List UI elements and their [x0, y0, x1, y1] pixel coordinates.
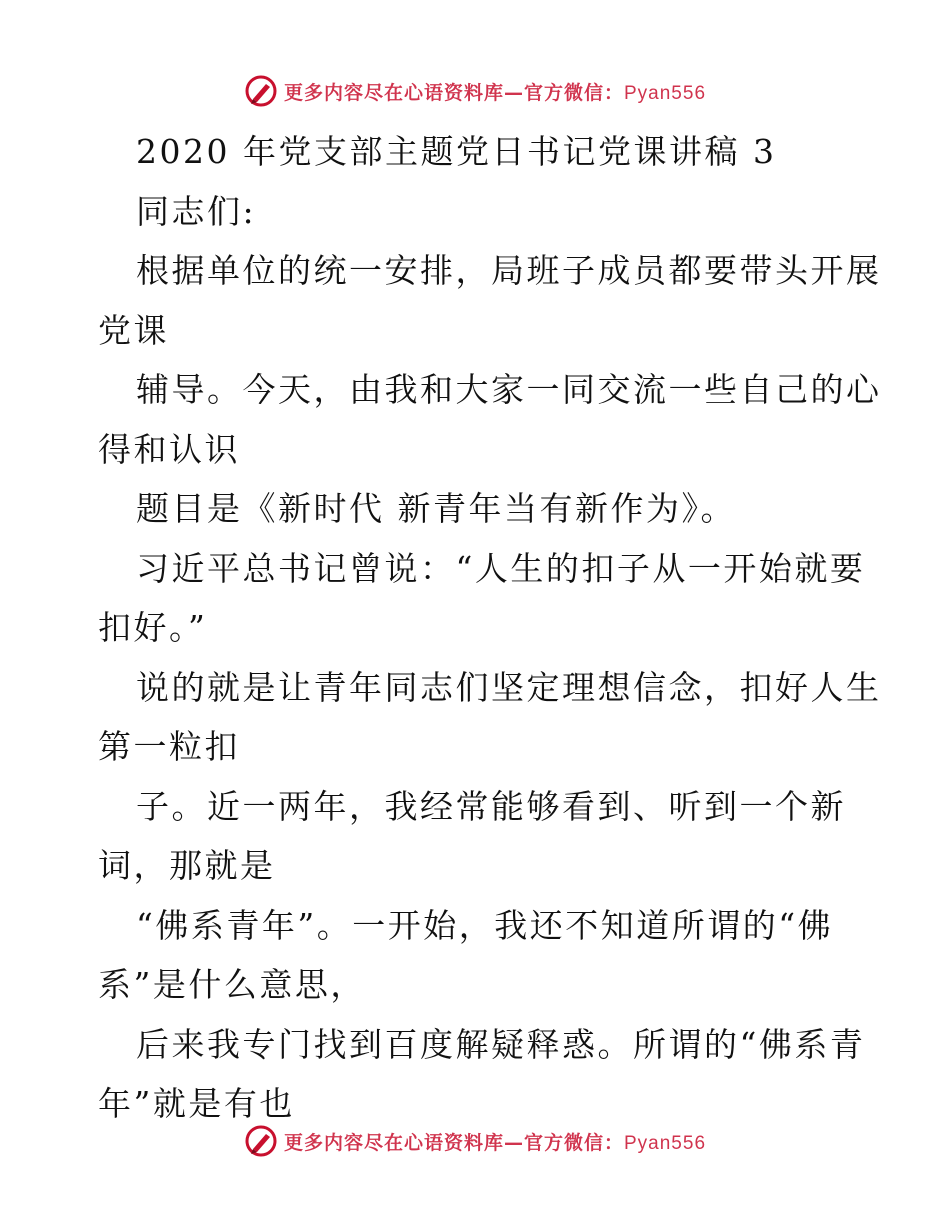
paragraph-line: 系”是什么意思，: [98, 965, 366, 1004]
paragraph-line: 党课: [98, 310, 169, 350]
paragraph-line: 题目是《新时代 新青年当有新作为》。: [136, 489, 736, 528]
paragraph-line: 习近平总书记曾说：“人生的扣子从一开始就要: [136, 548, 866, 588]
paragraph-line: 年”就是有也: [98, 1084, 295, 1123]
paragraph-line: 子。近一两年，我经常能够看到、听到一个新: [136, 786, 846, 826]
pen-logo-icon: [244, 74, 278, 108]
watermark-text: 更多内容尽在心语资料库—官方微信：Pyan556: [283, 81, 707, 104]
watermark-header: [0, 74, 950, 108]
salutation: 同志们:: [136, 191, 257, 231]
paragraph-line: 根据单位的统一安排，局班子成员都要带头开展: [136, 251, 882, 290]
document-title: 2020 年党支部主题党日书记党课讲稿 3: [136, 132, 777, 171]
paragraph-line: “佛系青年”。一开始，我还不知道所谓的“佛: [136, 905, 834, 945]
paragraph-line: 辅导。今天，由我和大家一同交流一些自己的心: [136, 370, 882, 409]
paragraph-line: 得和认识: [98, 429, 240, 469]
watermark-text: 更多内容尽在心语资料库—官方微信：Pyan556: [283, 1131, 707, 1154]
paragraph-line: 说的就是让青年同志们坚定理想信念，扣好人生: [136, 667, 882, 707]
paragraph-line: 第一粒扣: [98, 727, 240, 766]
paragraph-line: 扣好。”: [98, 608, 208, 647]
watermark-footer: [0, 1124, 950, 1158]
pen-logo-icon: [244, 1124, 278, 1158]
document-body: [98, 122, 882, 1134]
paragraph-line: 后来我专门找到百度解疑释惑。所谓的“佛系青: [136, 1024, 866, 1064]
paragraph-line: 词，那就是: [98, 846, 276, 885]
